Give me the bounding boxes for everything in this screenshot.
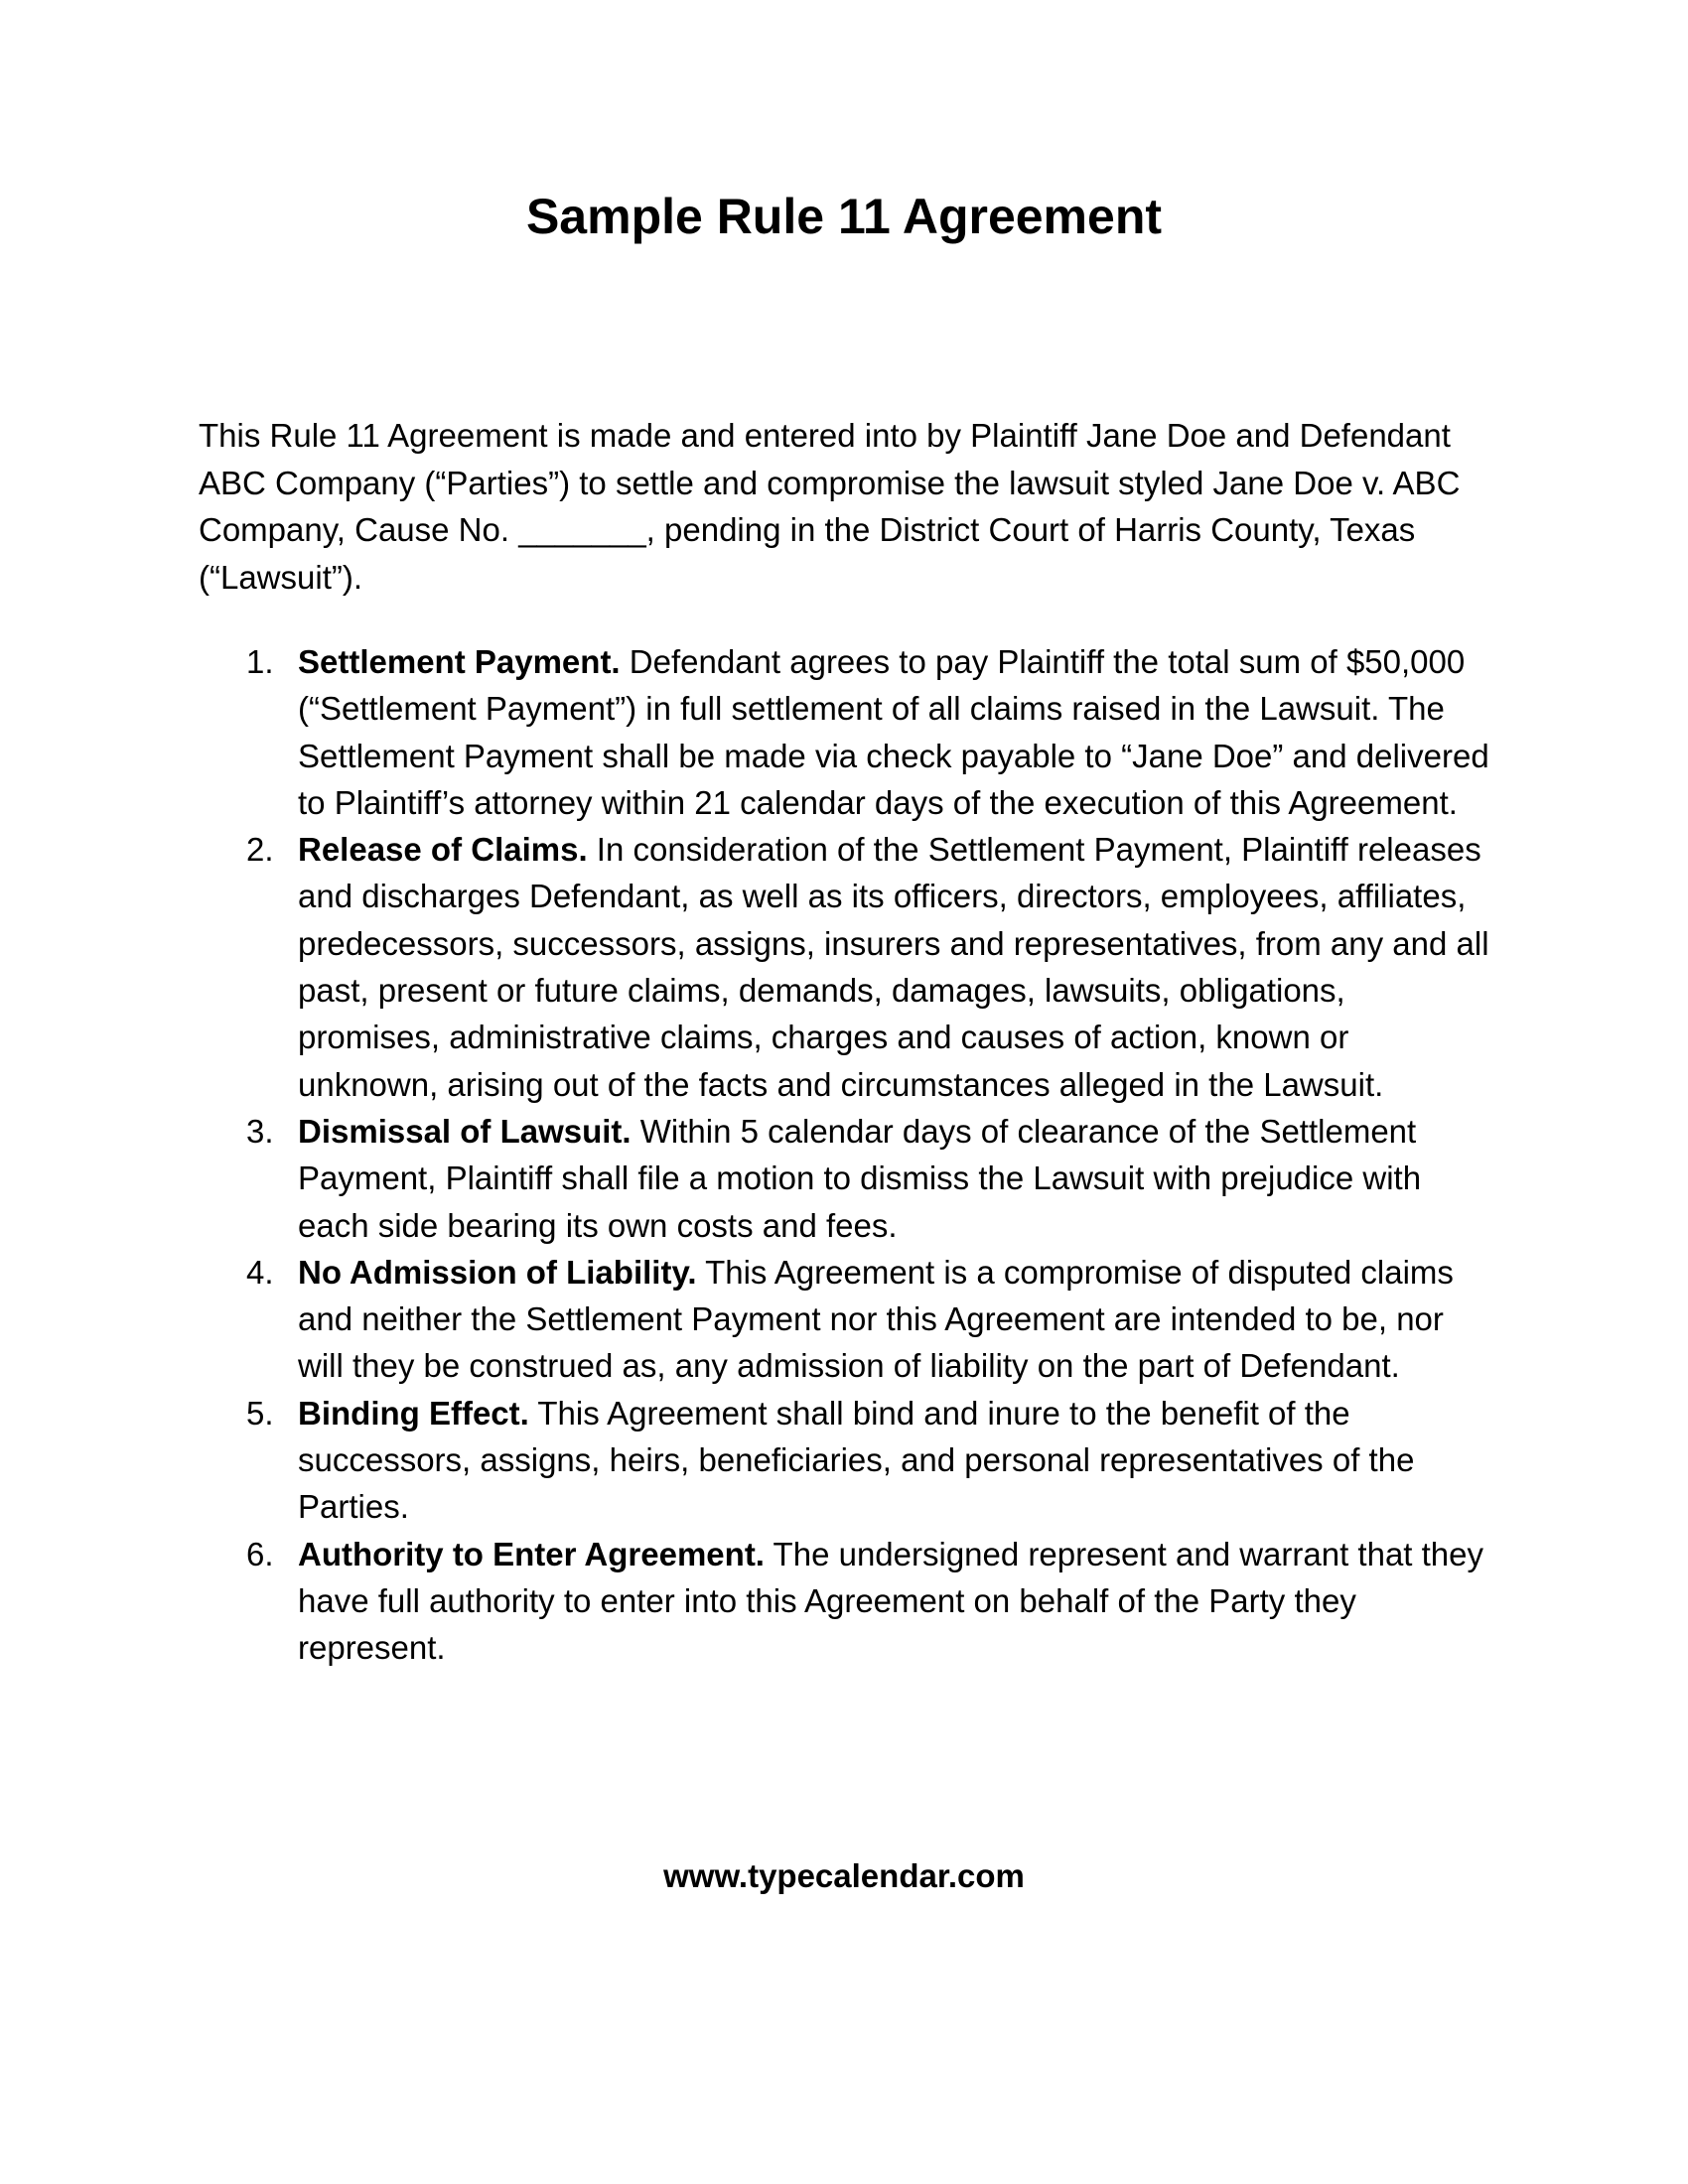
clause-heading: Release of Claims.	[298, 831, 588, 869]
intro-paragraph: This Rule 11 Agreement is made and entered into by Plaintiff Jane Doe and Defendant ABC Company (“Parties”) to settle and compromise the lawsuit styled Jane Doe v. ABC Company, Cause No. _______, pending in the District Court of Harris County, Texas (“Lawsuit”).	[199, 417, 1461, 596]
clause-heading: Dismissal of Lawsuit.	[298, 1112, 632, 1150]
clause-binding-effect	[199, 1390, 1489, 1531]
clause-settlement-payment	[199, 638, 1489, 826]
clause-list	[199, 638, 1489, 1672]
clause-number: 6.	[246, 1535, 274, 1572]
clause-text: The undersigned represent and warrant that they have full authority to enter into this Agreement on behalf of the Party they represent.	[298, 1535, 1484, 1667]
clause-number: 3.	[246, 1112, 274, 1150]
clause-number: 2.	[246, 831, 274, 869]
clause-authority-to-enter-agreement	[199, 1531, 1489, 1672]
clause-number: 5.	[246, 1394, 274, 1432]
clause-heading: Binding Effect.	[298, 1394, 529, 1432]
clause-heading: No Admission of Liability.	[298, 1253, 697, 1291]
clause-text: This Agreement shall bind and inure to the benefit of the successors, assigns, heirs, beneficiaries, and personal representatives of the Parties.	[298, 1394, 1415, 1526]
clause-number: 1.	[246, 643, 274, 680]
clause-dismissal-of-lawsuit	[199, 1108, 1489, 1249]
clause-no-admission-of-liability	[199, 1249, 1489, 1390]
document-title: Sample Rule 11 Agreement	[525, 189, 1163, 244]
clause-text: Defendant agrees to pay Plaintiff the total sum of $50,000 (“Settlement Payment”) in full settlement of all claims raised in the Lawsuit. The Settlement Payment shall be made via check payable to “Jane Doe” and delivered to Plaintiff’s attorney within 21 calendar days of the execution of this Agreement.	[298, 643, 1489, 821]
clause-number: 4.	[246, 1253, 274, 1291]
clause-release-of-claims	[199, 826, 1489, 1108]
website-footer-link[interactable]: www.typecalendar.com	[663, 1857, 1025, 1894]
clause-text: In consideration of the Settlement Payment, Plaintiff releases and discharges Defendant, as well as its officers, directors, employees, affiliates, predecessors, successors, assigns, insurers and representatives, from any and all past, present or future claims, demands, damages, lawsuits, obligations, promises, administrative claims, charges and causes of action, known or unknown, arising out of the facts and circumstances alleged in the Lawsuit.	[298, 831, 1489, 1103]
clause-text: This Agreement is a compromise of disputed claims and neither the Settlement Payment nor this Agreement are intended to be, nor will they be construed as, any admission of liability on the part of Defendant.	[298, 1253, 1454, 1385]
clause-heading: Authority to Enter Agreement.	[298, 1535, 765, 1572]
clause-text: Within 5 calendar days of clearance of the Settlement Payment, Plaintiff shall file a motion to dismiss the Lawsuit with prejudice with each side bearing its own costs and fees.	[298, 1112, 1422, 1244]
clause-heading: Settlement Payment.	[298, 643, 621, 680]
